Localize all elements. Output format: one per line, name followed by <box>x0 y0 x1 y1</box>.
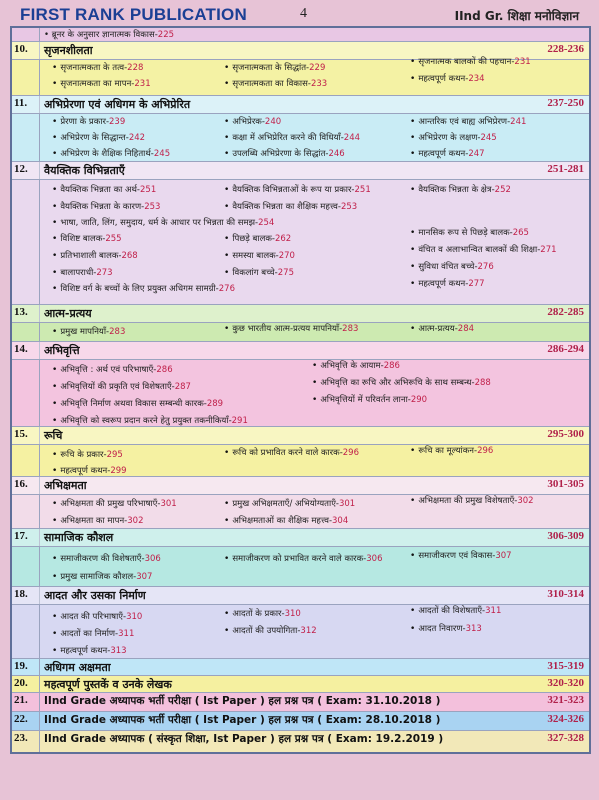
toc-entry: • रूचि का मूल्यांकन-296 <box>410 445 493 456</box>
section-13 <box>12 305 589 342</box>
toc-entry: • रूचि के प्रकार-295 <box>52 449 123 460</box>
page-range: 286-294 <box>547 343 584 355</box>
toc-entry: • पिछड़े बालक-262 <box>224 233 291 244</box>
section-number: 22. <box>14 713 28 725</box>
section-title: रूचि <box>44 429 63 442</box>
toc-entry: • आदतों की विशेषताएँ-311 <box>410 605 501 616</box>
section-number: 17. <box>14 530 28 542</box>
section-title: आदत और उसका निर्माण <box>44 589 146 602</box>
toc-entry: • महत्वपूर्ण कथन-313 <box>52 645 127 656</box>
toc-entry: • कक्षा में अभिप्रेरित करने की विधियाँ-244 <box>224 132 360 143</box>
section-header <box>12 427 589 445</box>
section-header <box>12 96 589 114</box>
toc-entry: • प्रेरणा के प्रकार-239 <box>52 116 125 127</box>
section-number: 15. <box>14 428 28 440</box>
publisher-name: FIRST RANK PUBLICATION <box>20 5 247 24</box>
toc-entry: • अभिप्रेरण के सिद्धान्त-242 <box>52 132 145 143</box>
section-title: सामाजिक कौशल <box>44 531 114 544</box>
subject-title: IInd Gr. शिक्षा मनोविज्ञान <box>454 9 579 23</box>
page-range: 306-309 <box>547 530 584 542</box>
section-header <box>12 162 589 180</box>
toc-entry: • वैयक्तिक भिन्नता के कारण-253 <box>52 201 160 212</box>
toc-entry: • वैयक्तिक विभिन्नताओं के रूप या प्रकार-251 <box>224 184 371 195</box>
section-16 <box>12 477 589 529</box>
toc-entry: • वैयक्तिक भिन्नता के क्षेत्र-252 <box>410 184 511 195</box>
toc-entry: • आन्तरिक एवं बाह्य अभिप्रेरण-241 <box>410 116 526 127</box>
section-title: आत्म-प्रत्यय <box>44 307 92 320</box>
page-range: 251-281 <box>547 163 584 175</box>
page-range: 320-320 <box>547 677 584 689</box>
toc-entry: • अभिक्षमता का मापन-302 <box>52 515 143 526</box>
section-number: 10. <box>14 43 28 55</box>
page-range: 237-250 <box>547 97 584 109</box>
section-title: अधिगम अक्षमता <box>44 661 111 674</box>
toc-entry: • महत्वपूर्ण कथन-247 <box>410 148 485 159</box>
section-18 <box>12 587 589 659</box>
section-title: IInd Grade अध्यापक भर्ती परीक्षा ( Ist Paper ) हल प्रश्न पत्र ( Exam: 28.10.2018 ) <box>44 714 441 726</box>
toc-entry: • अभिक्षमता की प्रमुख परिभाषाएँ-301 <box>52 498 177 509</box>
toc-entry: • प्रमुख अभिक्षमताएँ/ अभियोग्यताएँ-301 <box>224 498 355 509</box>
toc-entry: • आदत की परिभाषाएँ-310 <box>52 611 142 622</box>
toc-entry: • भाषा, जाति, लिंग, समुदाय, धर्म के आधार पर भिन्नता की समझ-254 <box>52 217 274 228</box>
section-19 <box>12 659 589 676</box>
toc-entry: • बालापराधी-273 <box>52 267 113 278</box>
section-number: 21. <box>14 694 28 706</box>
toc-entry: • अभिवृत्ति निर्माण अथवा विकास सम्बन्धी कारक-289 <box>52 398 223 409</box>
section-21 <box>12 693 589 712</box>
section-11 <box>12 96 589 162</box>
section-17 <box>12 529 589 587</box>
page-range: 295-300 <box>547 428 584 440</box>
section-header <box>12 529 589 547</box>
section-number: 18. <box>14 588 28 600</box>
section-12 <box>12 162 589 305</box>
toc-entry: • अभिप्रेरक-240 <box>224 116 281 127</box>
toc-entry: • वैयक्तिक भिन्नता का शैक्षिक महत्त्व-253 <box>224 201 357 212</box>
page-range: 301-305 <box>547 478 584 490</box>
toc-entry: • रूचि को प्रभावित करने वाले कारक-296 <box>224 447 359 458</box>
toc-entry: • अभिक्षमताओं का शैक्षिक महत्त्व-304 <box>224 515 348 526</box>
toc-entry: • अभिवृत्ति का रूचि और अभिरूचि के साथ सम्बन्ध-288 <box>312 377 491 388</box>
toc-entry: • अभिप्रेरण के लक्षण-245 <box>410 132 497 143</box>
toc-entry: • सृजनात्मकता के सिद्धांत-229 <box>224 62 325 73</box>
page-range: 228-236 <box>547 43 584 55</box>
section-header <box>12 477 589 495</box>
toc-entry: • अभिवृत्तियों की प्रकृति एवं विशेषताएँ-287 <box>52 381 191 392</box>
toc-frame <box>10 26 591 754</box>
section-number: 12. <box>14 163 28 175</box>
toc-entry: • विशिष्ट वर्ग के बच्चों के लिए प्रयुक्त अधिगम सामग्री-276 <box>52 283 235 294</box>
section-number: 13. <box>14 306 28 318</box>
section-23 <box>12 731 589 752</box>
toc-entry: • वैयक्तिक भिन्नता का अर्थ-251 <box>52 184 156 195</box>
toc-entry: • कुछ भारतीय आत्म-प्रत्यय मापनियाँ-283 <box>224 323 358 334</box>
toc-entry: • अभिवृत्ति : अर्थ एवं परिभाषाएँ-286 <box>52 364 173 375</box>
toc-entry: • वंचित व अलाभान्वित बालकों की शिक्षा-271 <box>410 244 557 255</box>
toc-entry: • आदतों की उपयोगिता-312 <box>224 625 317 636</box>
toc-entry: • सृजनात्मकता का विकास-233 <box>224 78 327 89</box>
top-line-text: • ब्रूनर के अनुसार ज्ञानात्मक विकास-225 <box>44 30 175 40</box>
toc-entry: • सृजनात्मक बालकों की पहचान-231 <box>410 56 531 67</box>
toc-entry: • आत्म-प्रत्यय-284 <box>410 323 474 334</box>
section-title: IInd Grade अध्यापक ( संस्कृत शिक्षा, Ist Paper ) हल प्रश्न पत्र ( Exam: 19.2.2019 ) <box>44 733 444 745</box>
toc-entry: • मानसिक रूप से पिछड़े बालक-265 <box>410 227 529 238</box>
toc-entry: • समाजीकरण एवं विकास-307 <box>410 550 512 561</box>
toc-entry: • विकलांग बच्चे-275 <box>224 267 294 278</box>
section-title: वैयक्तिक विभिन्नताएँ <box>44 164 125 177</box>
section-number: 11. <box>14 97 28 109</box>
page-range: 282-285 <box>547 306 584 318</box>
section-number: 16. <box>14 478 28 490</box>
toc-entry: • उपलब्धि अभिप्रेरणा के सिद्धांत-246 <box>224 148 345 159</box>
section-number: 23. <box>14 732 28 744</box>
section-title: अभिवृत्ति <box>44 344 80 357</box>
section-title: महत्वपूर्ण पुस्तकें व उनके लेखक <box>44 678 172 691</box>
section-22 <box>12 712 589 731</box>
toc-entry: • सृजनात्मकता का मापन-231 <box>52 78 151 89</box>
toc-entry: • अभिवृत्ति को स्वरूप प्रदान करने हेतु प्रयुक्त तकनीकियाँ-291 <box>52 415 248 426</box>
toc-entry: • समाजीकरण की विशेषताएँ-306 <box>52 553 161 564</box>
section-title: सृजनशीलता <box>44 44 93 57</box>
section-title: अभिक्षमता <box>44 479 87 492</box>
top-line <box>12 28 589 42</box>
toc-entry: • आदत निवारण-313 <box>410 623 482 634</box>
section-20 <box>12 676 589 693</box>
page-range: 310-314 <box>547 588 584 600</box>
toc-entry: • सुविधा वंचित बच्चे-276 <box>410 261 494 272</box>
page-range: 321-323 <box>547 694 584 706</box>
section-14 <box>12 342 589 427</box>
toc-entry: • आदतों का निर्माण-311 <box>52 628 134 639</box>
page-header <box>10 4 591 26</box>
toc-entry: • महत्वपूर्ण कथन-299 <box>52 465 127 476</box>
toc-entry: • सृजनात्मकता के तत्व-228 <box>52 62 143 73</box>
toc-entry: • अभिप्रेरण के शैक्षिक निहितार्थ-245 <box>52 148 170 159</box>
section-header <box>12 587 589 605</box>
section-10 <box>12 42 589 96</box>
section-number: 19. <box>14 660 28 672</box>
page-range: 327-328 <box>547 732 584 744</box>
page-number: 4 <box>300 6 307 21</box>
toc-entry: • अभिक्षमता की प्रमुख विशेषताएँ-302 <box>410 495 534 506</box>
toc-entry: • विशिष्ट बालक-255 <box>52 233 122 244</box>
section-number: 20. <box>14 677 28 689</box>
toc-entry: • प्रतिभाशाली बालक-268 <box>52 250 138 261</box>
section-title: IInd Grade अध्यापक भर्ती परीक्षा ( Ist Paper ) हल प्रश्न पत्र ( Exam: 31.10.2018 ) <box>44 695 441 707</box>
section-header <box>12 342 589 360</box>
toc-entry: • अभिवृत्ति के आयाम-286 <box>312 360 400 371</box>
section-header <box>12 305 589 323</box>
section-number: 14. <box>14 343 28 355</box>
toc-entry: • प्रमुख मापनियाँ-283 <box>52 326 125 337</box>
section-title: अभिप्रेरणा एवं अधिगम के अभिप्रेरित <box>44 98 191 111</box>
toc-entry: • महत्वपूर्ण कथन-277 <box>410 278 485 289</box>
toc-entry: • समस्या बालक-270 <box>224 250 295 261</box>
section-15 <box>12 427 589 477</box>
page-range: 315-319 <box>547 660 584 672</box>
toc-entry: • समाजीकरण को प्रभावित करने वाले कारक-306 <box>224 553 382 564</box>
page-range: 324-326 <box>547 713 584 725</box>
toc-entry: • अभिवृत्तियों में परिवर्तन लाना-290 <box>312 394 427 405</box>
toc-entry: • प्रमुख सामाजिक कौशल-307 <box>52 571 152 582</box>
toc-entry: • आदतों के प्रकार-310 <box>224 608 301 619</box>
toc-entry: • महत्वपूर्ण कथन-234 <box>410 73 485 84</box>
